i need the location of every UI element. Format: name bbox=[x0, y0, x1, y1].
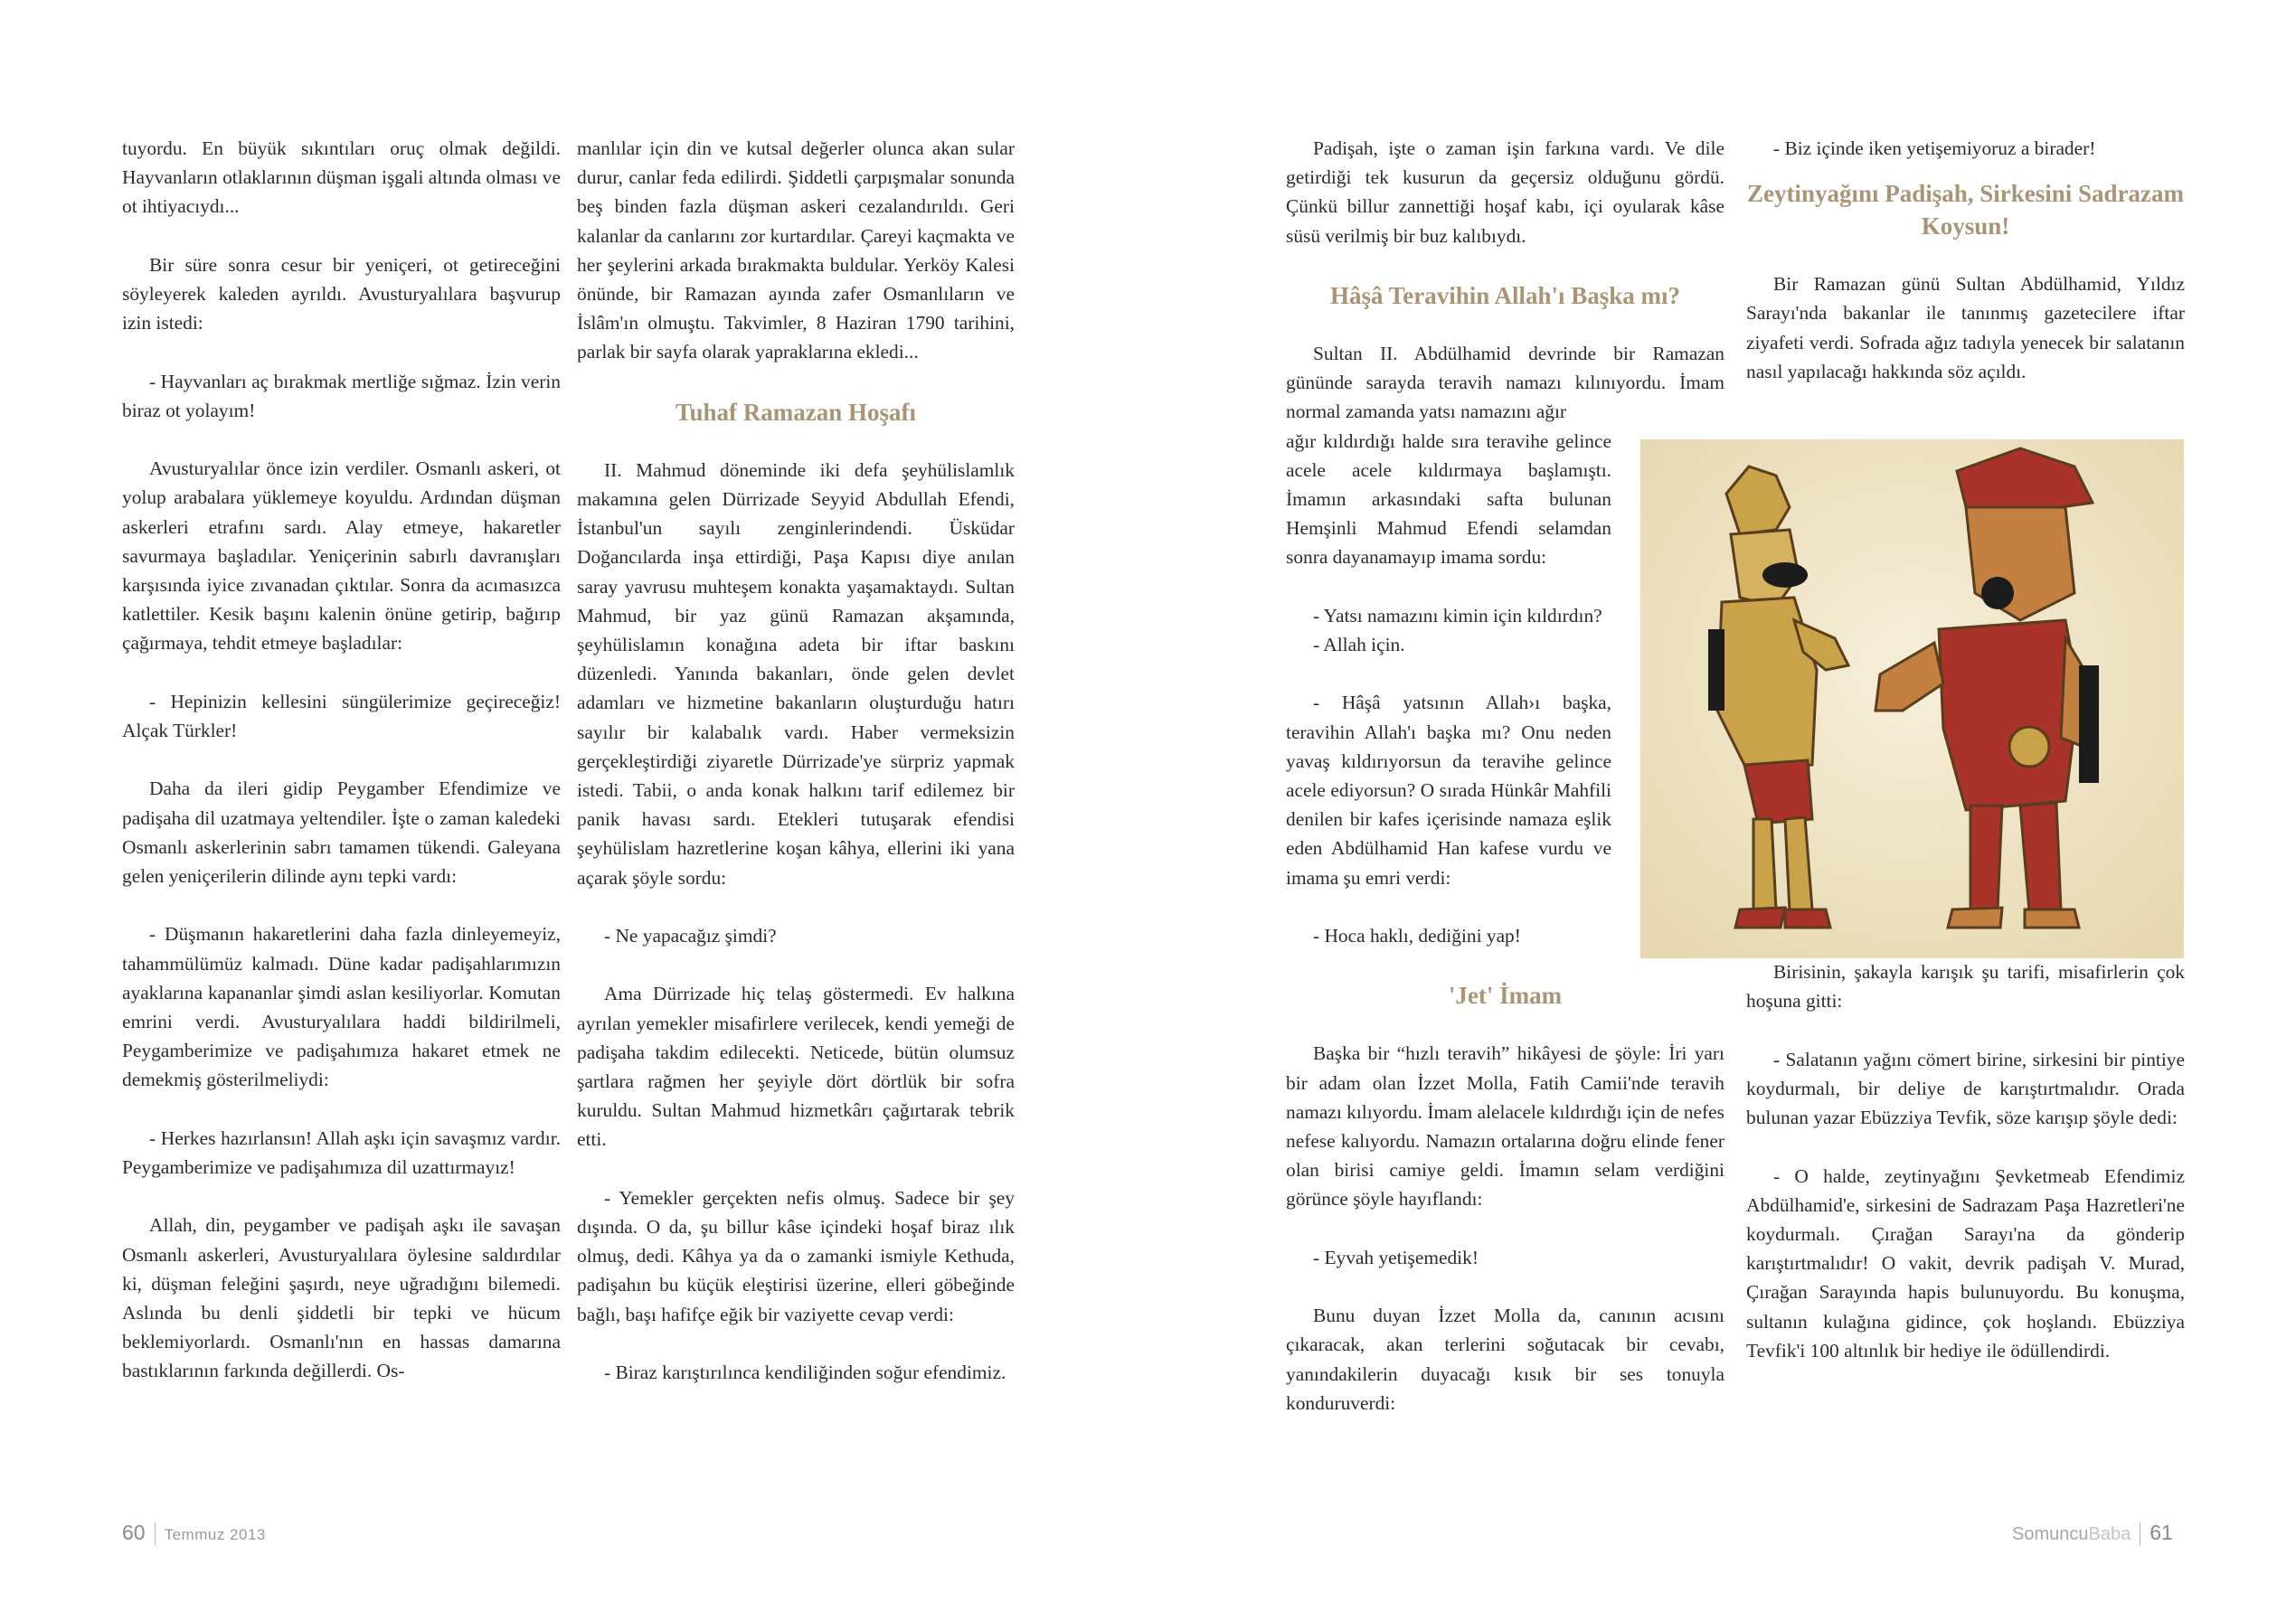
paragraph: - Yatsı namazını kimin için kıldırdın? bbox=[1313, 604, 1602, 627]
paragraph: Birisinin, şakayla karışık şu tarifi, misafirlerin çok hoşuna gitti: bbox=[1746, 961, 2185, 1013]
paragraph: ağır kıldırdığı halde sıra teravihe gelince acele acele kıldırmaya başlamıştı. İmamın arkasındaki safta bulunan Hemşinli Mahmud Efendi selamdan sonra dayanamayıp imama sordu: bbox=[1286, 429, 1611, 569]
paragraph: - Herkes hazırlansın! Allah aşkı için savaşmız vardır. Peygamberimize ve padişahımıza dil uzattırmayız! bbox=[122, 1126, 561, 1178]
paragraph: manlılar için din ve kutsal değerler olunca akan sular durur, canlar feda edilirdi. Şiddetli çarpışmalar sonunda beş binden fazla düşman askeri cezalandırıldı. Geri kalanlar da canlarını zor kurtardılar. Çareyi kaçmakta ve her şeylerini arkada bırakmakta buldular. Yerköy Kalesi önünde, bir Ramazan ayında zafer Osmanlıların ve İslâm'ın olmuştu. Takvimler, 8 Haziran 1790 tarihini, parlak bir sayfa olarak yapraklarına ekledi... bbox=[577, 137, 1015, 363]
footer-divider bbox=[155, 1522, 156, 1546]
section-heading-zeytinyagi: Zeytinyağını Padişah, Sirkesini Sadrazam Koysun! bbox=[1746, 180, 2185, 240]
paragraph: - Allah için. bbox=[1313, 634, 1405, 656]
paragraph: Bir süre sonra cesur bir yeniçeri, ot getireceğini söyleyerek kaleden ayrıldı. Avusturyalılara başvurup izin istedi: bbox=[122, 253, 561, 335]
brand-part-2: Baba bbox=[2088, 1524, 2131, 1544]
paragraph: - Hoca haklı, dediğini yap! bbox=[1313, 925, 1521, 947]
text-wrap-beside-image bbox=[1286, 427, 1611, 951]
magazine-brand bbox=[2012, 1524, 2131, 1544]
karagoz-shadow-puppet-image bbox=[1640, 439, 2184, 958]
page-number: 60 bbox=[122, 1521, 146, 1544]
paragraph: - Hepinizin kellesini süngülerimize geçireceğiz! Alçak Türkler! bbox=[122, 690, 561, 741]
paragraph: Bunu duyan İzzet Molla da, canının acısını çıkaracak, akan terlerini soğutacak bir cevabı, yanındakilerin duyacağı kısık bir ses tonuyla konduruverdi: bbox=[1286, 1305, 1724, 1414]
paragraph: Daha da ileri gidip Peygamber Efendimize ve padişaha dil uzatmaya yeltendiler. İşte o zaman kaledeki Osmanlı askerlerinin sabrı tamamen tükendi. Galeyana gelen yeniçerilerin dilinde aynı tepki vardı: bbox=[122, 777, 561, 887]
paragraph: - Hayvanları aç bırakmak mertliğe sığmaz. İzin verin biraz ot yolayım! bbox=[122, 370, 561, 421]
paragraph: - Ne yapacağız şimdi? bbox=[604, 925, 777, 947]
paragraph: - Hâşâ yatsının Allah›ı başka, teravihin Allah'ı başka mı? Onu neden yavaş kıldırıyorsun da teravihe gelince acele ediyorsun? O sırada Hünkâr Mahfili denilen bir kafes içerisinde namaza eşlik eden Abdülhamid Han kafese vurdu ve imama şu emri verdi: bbox=[1286, 692, 1611, 889]
left-column-1 bbox=[122, 134, 561, 1415]
paragraph: Sultan II. Abdülhamid devrinde bir Ramazan gününde sarayda teravih namazı kılınıyordu. İmam normal zamanda yatsı namazını ağır bbox=[1286, 343, 1724, 423]
paragraph: Ama Dürrizade hiç telaş göstermedi. Ev halkına ayrılan yemekler misafirlere verilecek, kendi yemeği de padişaha takdim edilecekti. Neticede, bütün olumsuz şartlara rağmen her şeyiyle dört dörtlük bir sofra kuruldu. Sultan Mahmud hizmetkârı çağırtarak tebrik etti. bbox=[577, 983, 1015, 1151]
paragraph: - Düşmanın hakaretlerini daha fazla dinleyemeyiz, tahammülümüz kalmadı. Düne kadar padişahlarımızın ayaklarına kapananlar şimdi aslan kesiliyorlar. Komutan emrini verdi. Avusturyalılara haddi bildirilmeli, Peygamberimize ve padişahımıza hakaret etmek ne demekmiş gösterilmeliydi: bbox=[122, 923, 561, 1091]
footer-left bbox=[122, 1521, 266, 1546]
paragraph: Allah, din, peygamber ve padişah aşkı ile savaşan Osmanlı askerleri, Avusturyalılara öylesine saldırdılar ki, düşman feleğini şaşırdı, neye uğradığını bilemedi. Aslında bu denli şiddetli bir tepki ve hücum beklemiyorlardı. Osmanlı'nın en hassas damarına bastıklarının farkında değillerdi. Os- bbox=[122, 1214, 561, 1382]
paragraph: Bir Ramazan günü Sultan Abdülhamid, Yıldız Sarayı'nda bakanlar ile tanınmış gazetecilere iftar ziyafeti verdi. Sofrada ağız tadıyla yenecek bir salatanın nasıl yapılacağı hakkında söz açıldı. bbox=[1746, 273, 2185, 382]
paragraph: tuyordu. En büyük sıkıntıları oruç olmak değildi. Hayvanların otlaklarının düşman işgali altında olması ve ot ihtiyacıydı... bbox=[122, 137, 561, 218]
left-column-2 bbox=[577, 134, 1015, 1416]
paragraph: - Biz içinde iken yetişemiyoruz a birader! bbox=[1773, 137, 2096, 159]
paragraph: Avusturyalılar önce izin verdiler. Osmanlı askeri, ot yolup arabalara yüklemeye koyuldu. Ardından düşman askerleri etrafını sardı. Alay etmeye, hakaretler savurmaya başladılar. Yeniçerinin sabırlı davranışları karşısında iyice zıvanadan çıktılar. Sonra da acımasızca katlettiler. Kesik başını kalenin önüne getirip, bağırıp çağırmaya, tehdit etmeye başladılar: bbox=[122, 457, 561, 655]
paragraph: - Salatanın yağını cömert birine, sirkesini bir pintiye koydurmalı, bir deliye de karıştırtmalıdır. Orada bulunan yazar Ebüzziya Tevfik, söze karışıp şöyle dedi: bbox=[1746, 1048, 2185, 1129]
issue-date: Temmuz 2013 bbox=[164, 1526, 266, 1543]
page-number: 61 bbox=[2150, 1521, 2173, 1544]
brand-part-1: Somuncu bbox=[2012, 1524, 2089, 1544]
section-heading-hasa-teravih: Hâşâ Teravihin Allah'ı Başka mı? bbox=[1329, 282, 1681, 309]
paragraph: II. Mahmud döneminde iki defa şeyhülislamlık makamına gelen Dürrizade Seyyid Abdullah Efendi, İstanbul'un sayılı zenginlerindendi. Üsküdar Doğancılarda inşa ettirdiği, Paşa Kapısı diye anılan saray yavrusu muhteşem konakta yaşamaktaydı. Sultan Mahmud, bir yaz günü Ramazan akşamında, şeyhülislamın konağına adeta bir iftar baskını düzenledi. Yanında bakanları, önde gelen devlet adamları ve hizmetine bakanların oluşturduğu hatırı sayılır bir kalabalık vardı. Haber vermeksizin gerçekleştirdiği ziyaretle Dürrizade'ye sürpriz yapmak istedi. Tabii, o anda konak halkını tarif edilemez bir panik havası sardı. Etekleri tutuşarak efendisi şeyhülislam hazretlerine koşan kâhya, ellerini iki yana açarak şöyle sordu: bbox=[577, 458, 1015, 889]
footer-right bbox=[2012, 1521, 2173, 1546]
paragraph: - Yemekler gerçekten nefis olmuş. Sadece bir şey dışında. O da, şu billur kâse içindeki hoşaf biraz ılık olmuş, dedi. Kâhya ya da o zamanki ismiyle Kethuda, padişahın bu küçük eleştirisi üzerine, elleri göbeğinde bağlı, başı hafifçe eğik bir vaziyette cevap verdi: bbox=[577, 1186, 1015, 1325]
section-heading-jet-imam: 'Jet' İmam bbox=[1448, 982, 1563, 1010]
paragraph: Başka bir “hızlı teravih” hikâyesi de şöyle: İri yarı bir adam olan İzzet Molla, Fatih Camii'nde teravih namazı kılıyordu. İmam alelacele kıldırdığı için de nefes nefese kalıyordu. Namazın ortalarına doğru elinde fener olan birisi camiye geldi. İmamın selam verdiğini görünce şöyle hayıflandı: bbox=[1286, 1042, 1724, 1211]
paragraph: - O halde, zeytinyağını Şevketmeab Efendimiz Abdülhamid'e, sirkesini de Sadrazam Paşa Hazretleri'ne koydurmalı. Çırağan Sarayı'na da gönderip karıştırtmalıdır! O vakit, devrik padişah V. Murad, Çırağan Sarayında hapis bulunuyordu. Bu konuşma, sultanın kulağına gidince, çok hoşlandı. Ebüzziya Tevfik'i 100 altınlık bir hediye ile ödüllendirdi. bbox=[1746, 1164, 2185, 1362]
paragraph: Padişah, işte o zaman işin farkına vardı. Ve dile getirdiği tek kusurun da geçersiz olduğunu gördü. Çünkü billur zannettiği hoşaf kabı, içi oyularak kâse süsü verilmiş bir buz kalıbıydı. bbox=[1286, 137, 1724, 247]
paragraph: - Eyvah yetişemedik! bbox=[1313, 1246, 1479, 1268]
paragraph: - Biraz karıştırılınca kendiliğinden soğur efendimiz. bbox=[604, 1362, 1006, 1384]
section-heading-tuhaf-ramazan-hosafi: Tuhaf Ramazan Hoşafı bbox=[675, 398, 917, 426]
